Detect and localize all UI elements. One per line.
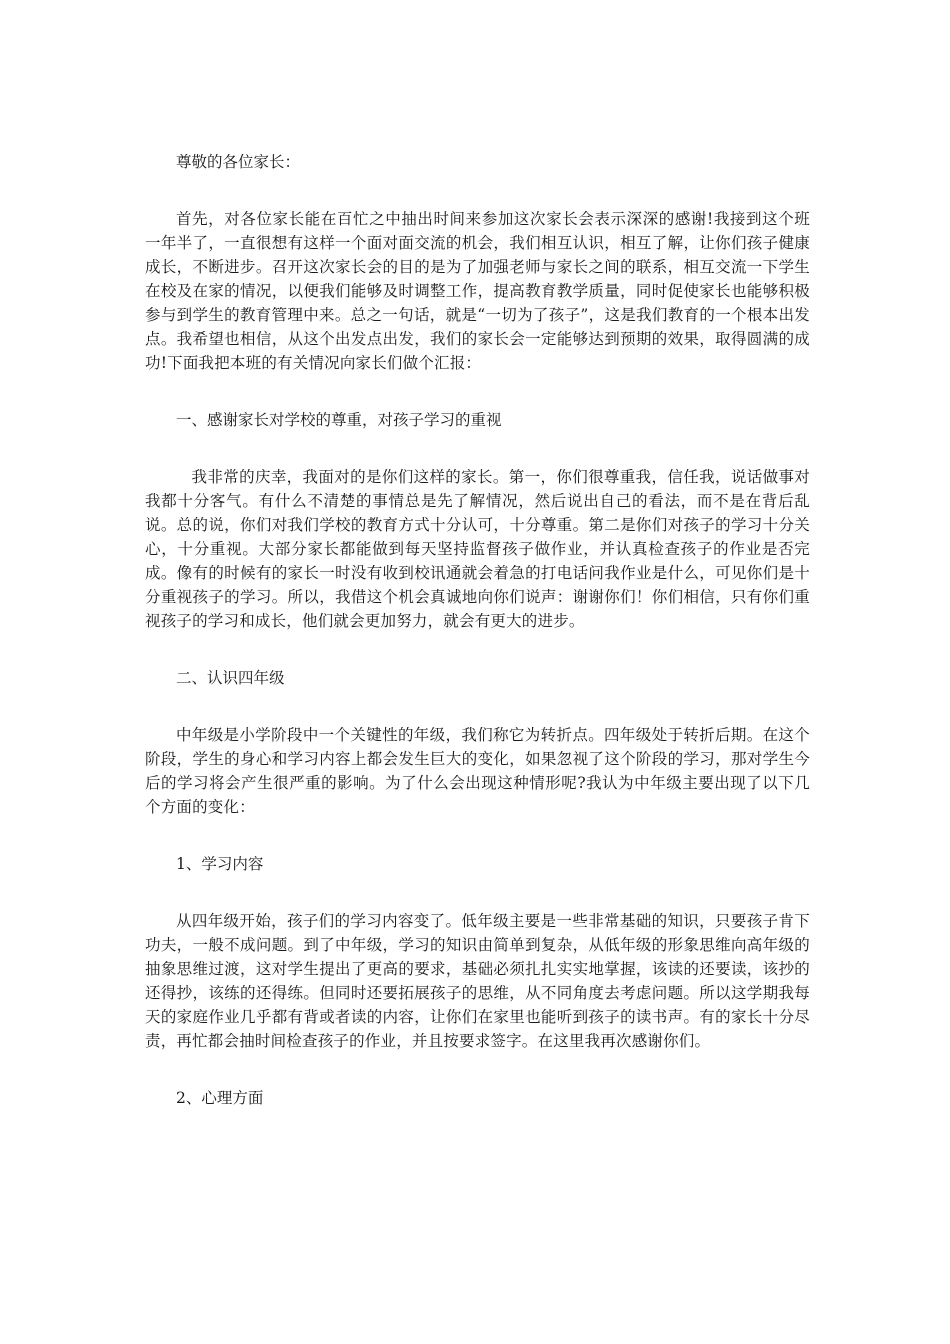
section-1-paragraph: 我非常的庆幸，我面对的是你们这样的家长。第一，你们很尊重我，信任我，说话做事对我都十分客气。有什么不清楚的事情总是先了解情况，然后说出自己的看法，而不是在背后乱说。总的说，你们对我们学校的教育方式十分认可，十分尊重。第二是你们对孩子的学习十分关心，十分重视。大部分家长都能做到每天坚持监督孩子做作业，并认真检查孩子的作业是否完成。像有的时候有的家长一时没有收到校讯通就会着急的打电话问我作业是什么，可见你们是十分重视孩子的学习。所以，我借这个机会真诚地向你们说声：谢谢你们！你们相信，只有你们重视孩子的学习和成长，他们就会更加努力，就会有更大的进步。 (145, 468, 810, 630)
subsection-1-paragraph: 从四年级开始，孩子们的学习内容变了。低年级主要是一些非常基础的知识，只要孩子肯下功夫，一般不成问题。到了中年级，学习的知识由简单到复杂，从低年级的形象思维向高年级的抽象思维过渡，这对学生提出了更高的要求，基础必须扎扎实实地掌握，该读的还要读，该抄的还得抄，该练的还得练。但同时还要拓展孩子的思维，从不同角度去考虑问题。所以这学期我每天的家庭作业几乎都有背或者读的内容，让你们在家里也能听到孩子的读书声。有的家长十分尽责，再忙都会抽时间检查孩子的作业，并且按要求签字。在这里我再次感谢你们。 (145, 912, 810, 1050)
section-1-heading: 一、感谢家长对学校的尊重，对孩子学习的重视 (176, 411, 502, 429)
spacer (145, 1053, 810, 1086)
spacer (145, 819, 810, 852)
spacer (145, 690, 810, 723)
spacer (145, 375, 810, 408)
spacer (145, 432, 810, 465)
intro-paragraph: 首先，对各位家长能在百忙之中抽出时间来参加这次家长会表示深深的感谢!我接到这个班一年半了，一直很想有这样一个面对面交流的机会，我们相互认识，相互了解，让你们孩子健康成长，不断进步。召开这次家长会的目的是为了加强老师与家长之间的联系，相互交流一下学生在校及在家的情况，以便我们能够及时调整工作，提高教育教学质量，同时促使家长也能够积极参与到学生的教育管理中来。总之一句话，就是“一切为了孩子”，这是我们教育的一个根本出发点。我希望也相信，从这个出发点出发，我们的家长会一定能够达到预期的效果，取得圆满的成功!下面我把本班的有关情况向家长们做个汇报： (145, 210, 810, 372)
section-2-heading: 二、认识四年级 (176, 669, 285, 687)
section-2-paragraph: 中年级是小学阶段中一个关键性的年级，我们称它为转折点。四年级处于转折后期。在这个阶段，学生的身心和学习内容上都会发生巨大的变化，如果忽视了这个阶段的学习，那对学生今后的学习将会产生很严重的影响。为了什么会出现这种情形呢?我认为中年级主要出现了以下几个方面的变化： (145, 726, 810, 816)
spacer (145, 876, 810, 909)
document-page (145, 150, 810, 1110)
spacer (145, 633, 810, 666)
subsection-2-heading: 2、心理方面 (176, 1089, 264, 1107)
subsection-1-heading: 1、学习内容 (176, 855, 264, 873)
greeting: 尊敬的各位家长： (176, 153, 301, 171)
